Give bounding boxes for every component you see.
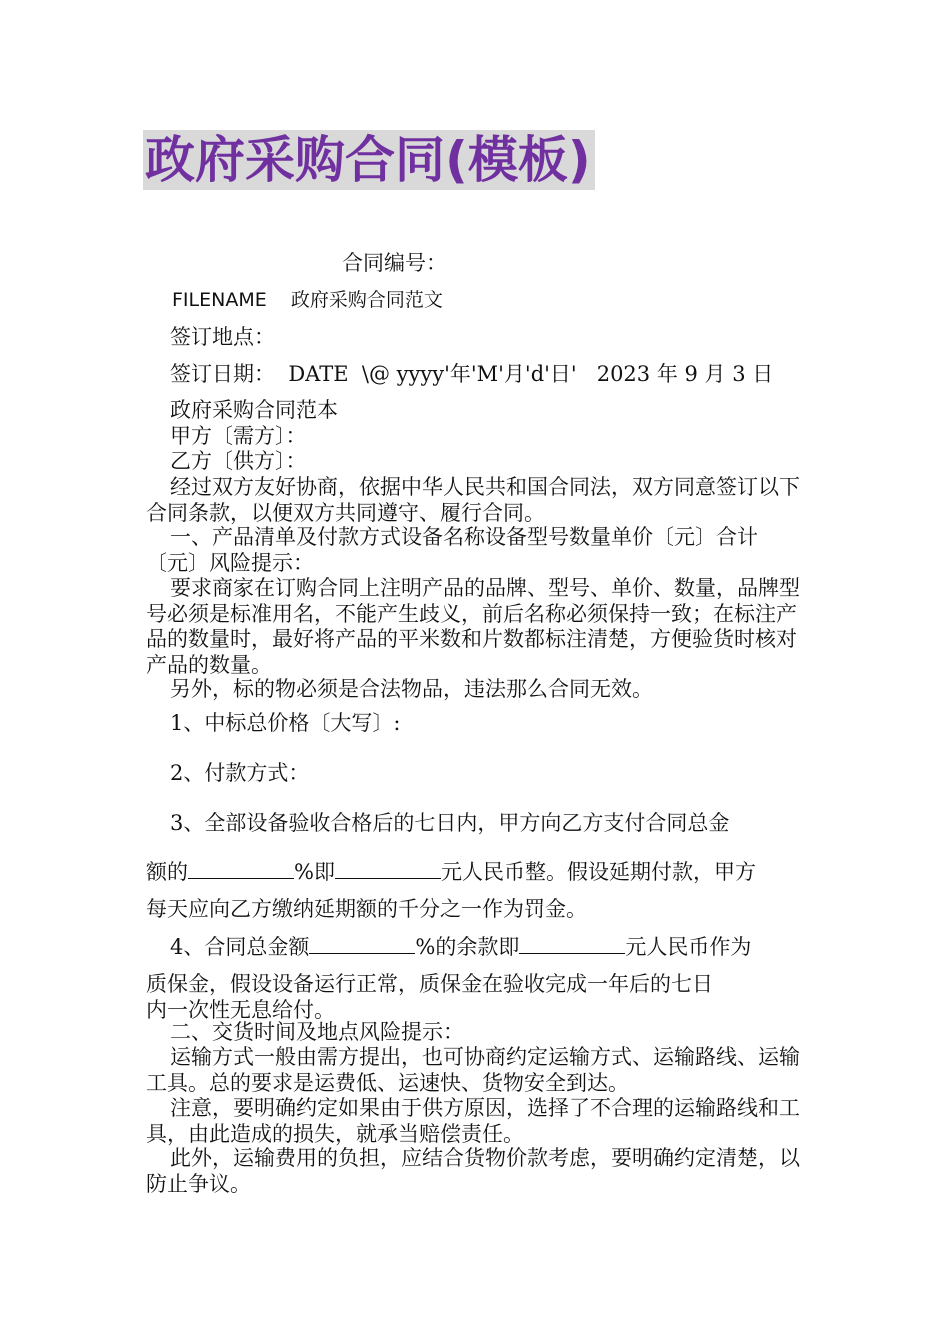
item-4-line-1: [170, 933, 751, 960]
filename-field-line: [172, 287, 443, 313]
item-4-line-3: 内一次性无息给付。: [146, 998, 335, 1022]
amount-blank-field[interactable]: [335, 858, 441, 879]
section-1-heading: 一、产品清单及付款方式设备名称设备型号数量单价〔元〕合计〔元〕风险提示：: [146, 525, 758, 575]
filename-field: FILENAME 政府采购合同范文: [172, 289, 443, 311]
heading-paragraph: 政府采购合同范本: [170, 398, 338, 422]
signing-place-label: 签订地点：: [170, 325, 275, 349]
section-2-heading: 二、交货时间及地点风险提示：: [170, 1020, 464, 1044]
item-3-line-3: 每天应向乙方缴纳延期额的千分之一作为罚金。: [146, 897, 587, 921]
signing-date-line: 签订日期： DATE \@ yyyy'年'M'月'd'日' 2023 年 9 月 3 日: [170, 362, 774, 386]
item-3-line-2: [146, 858, 756, 885]
fee-paragraph: 此外，运输费用的负担，应结合货物价款考虑，要明确约定清楚，以防止争议。: [146, 1146, 800, 1196]
title-highlight: [143, 130, 595, 190]
item-4-text-b: %的余款即: [415, 935, 520, 959]
requirement-paragraph: 要求商家在订购合同上注明产品的品牌、型号、单价、数量，品牌型号必须是标准用名，不能产生歧义，前后名称必须保持一致；在标注产品的数量时，最好将产品的平米数和片数都标注清楚，方便验货时核对产品的数量。: [146, 576, 800, 677]
document-title: 政府采购合同(模板): [145, 131, 591, 189]
item-4-text-c: 元人民币作为: [625, 935, 752, 959]
item-2-payment-method: 2、付款方式：: [170, 761, 310, 785]
intro-paragraph: 经过双方友好协商，依据中华人民共和国合同法，双方同意签订以下合同条款，以便双方共同遵守、履行合同。: [146, 475, 800, 525]
item-3-text-a: 额的: [146, 860, 188, 884]
retention-amount-blank-field[interactable]: [519, 933, 625, 954]
notice-paragraph: 注意，要明确约定如果由于供方原因，选择了不合理的运输路线和工具，由此造成的损失，就承当赔偿责任。: [146, 1096, 800, 1146]
item-4-line-2: 质保金，假设设备运行正常，质保金在验收完成一年后的七日: [146, 972, 713, 996]
party-b-line: 乙方〔供方〕：: [170, 449, 307, 473]
legality-paragraph: 另外，标的物必须是合法物品，违法那么合同无效。: [170, 677, 653, 701]
item-1-total-price: 1、中标总价格〔大写〕:: [170, 711, 401, 735]
item-3-line-1: 3、全部设备验收合格后的七日内，甲方向乙方支付合同总金: [170, 811, 730, 835]
transport-paragraph: 运输方式一般由需方提出，也可协商约定运输方式、运输路线、运输工具。总的要求是运费低、运速快、货物安全到达。: [146, 1045, 800, 1095]
party-a-line: 甲方〔需方〕：: [170, 424, 307, 448]
item-4-text-a: 4、合同总金额: [170, 935, 310, 959]
contract-number-label: 合同编号：: [342, 251, 447, 275]
percent-blank-field[interactable]: [188, 858, 294, 879]
item-3-text-b: %即: [294, 860, 335, 884]
item-3-text-c: 元人民币整。假设延期付款，甲方: [440, 860, 756, 884]
retention-percent-blank-field[interactable]: [309, 933, 415, 954]
